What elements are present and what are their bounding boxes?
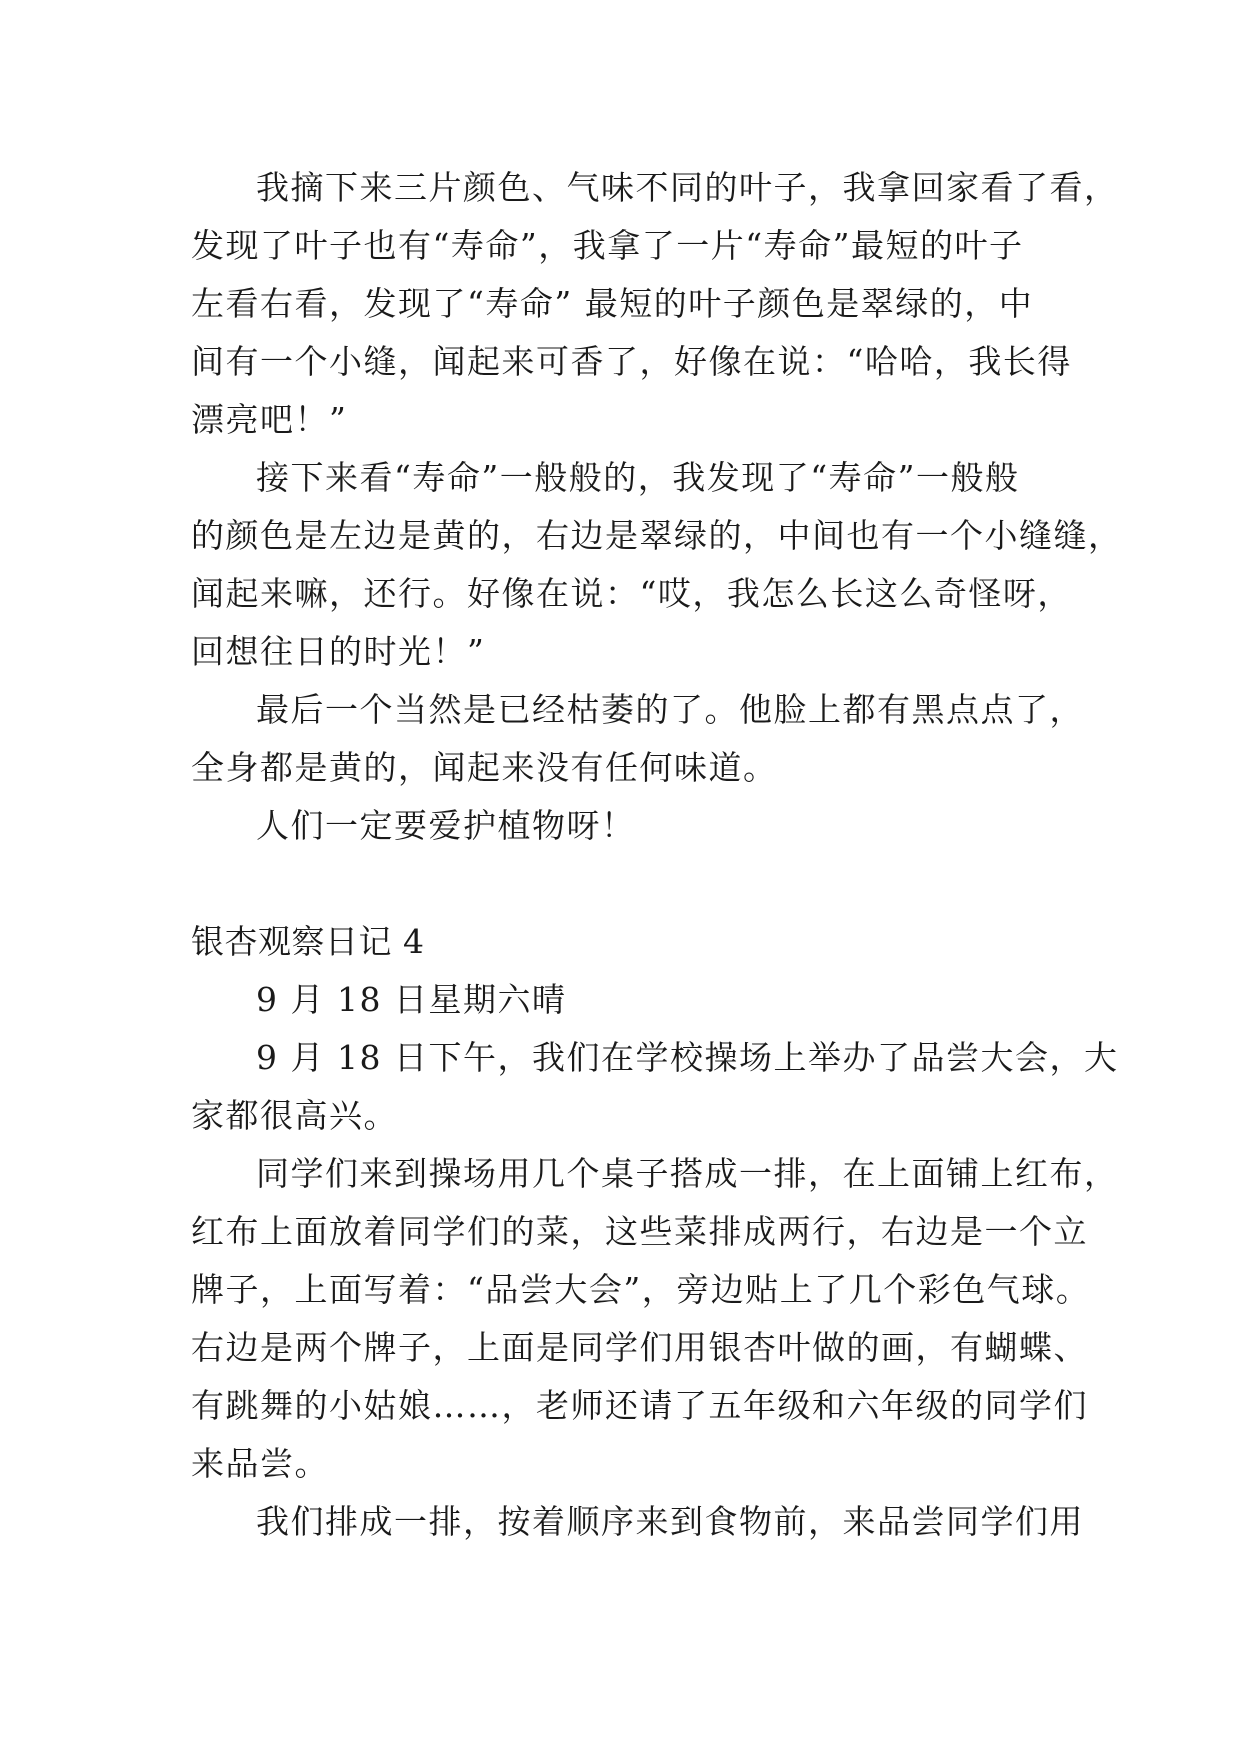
paragraph-line: 有跳舞的小姑娘……，老师还请了五年级和六年级的同学们 [191,1386,1088,1425]
paragraph-line: 最后一个当然是已经枯萎的了。他脸上都有黑点点了， [256,690,1084,729]
paragraph-line: 同学们来到操场用几个桌子搭成一排，在上面铺上红布， [256,1154,1119,1193]
paragraph-line: 漂亮吧！” [191,400,348,439]
paragraph-line: 接下来看“寿命”一般般的，我发现了“寿命”一般般 [256,458,1020,497]
paragraph-line: 红布上面放着同学们的菜，这些菜排成两行，右边是一个立 [191,1212,1088,1251]
paragraph-line: 回想往日的时光！” [191,632,486,671]
paragraph-line: 发现了叶子也有“寿命”，我拿了一片“寿命”最短的叶子 [191,226,1024,265]
date-line: 9 月 18 日星期六晴 [256,980,567,1019]
paragraph-line: 来品尝。 [191,1444,329,1483]
paragraph-line: 的颜色是左边是黄的，右边是翠绿的，中间也有一个小缝缝， [191,516,1123,555]
paragraph-line: 9 月 18 日下午，我们在学校操场上举办了品尝大会，大 [256,1038,1119,1077]
paragraph-line: 人们一定要爱护植物呀！ [256,806,636,845]
paragraph-line: 右边是两个牌子，上面是同学们用银杏叶做的画，有蝴蝶、 [191,1328,1088,1367]
paragraph-line: 间有一个小缝，闻起来可香了，好像在说：“哈哈，我长得 [191,342,1072,381]
paragraph-line: 全身都是黄的，闻起来没有任何味道。 [191,748,778,787]
paragraph-line: 家都很高兴。 [191,1096,398,1135]
section-title: 银杏观察日记 4 [191,922,425,961]
paragraph-line: 闻起来嘛，还行。好像在说：“哎，我怎么长这么奇怪呀， [191,574,1072,613]
paragraph-line: 左看右看，发现了“寿命” 最短的叶子颜色是翠绿的，中 [191,284,1034,323]
paragraph-line: 我们排成一排，按着顺序来到食物前，来品尝同学们用 [256,1502,1084,1541]
paragraph-line: 我摘下来三片颜色、气味不同的叶子，我拿回家看了看， [256,168,1119,207]
paragraph-line: 牌子，上面写着：“品尝大会”，旁边贴上了几个彩色气球。 [191,1270,1091,1309]
